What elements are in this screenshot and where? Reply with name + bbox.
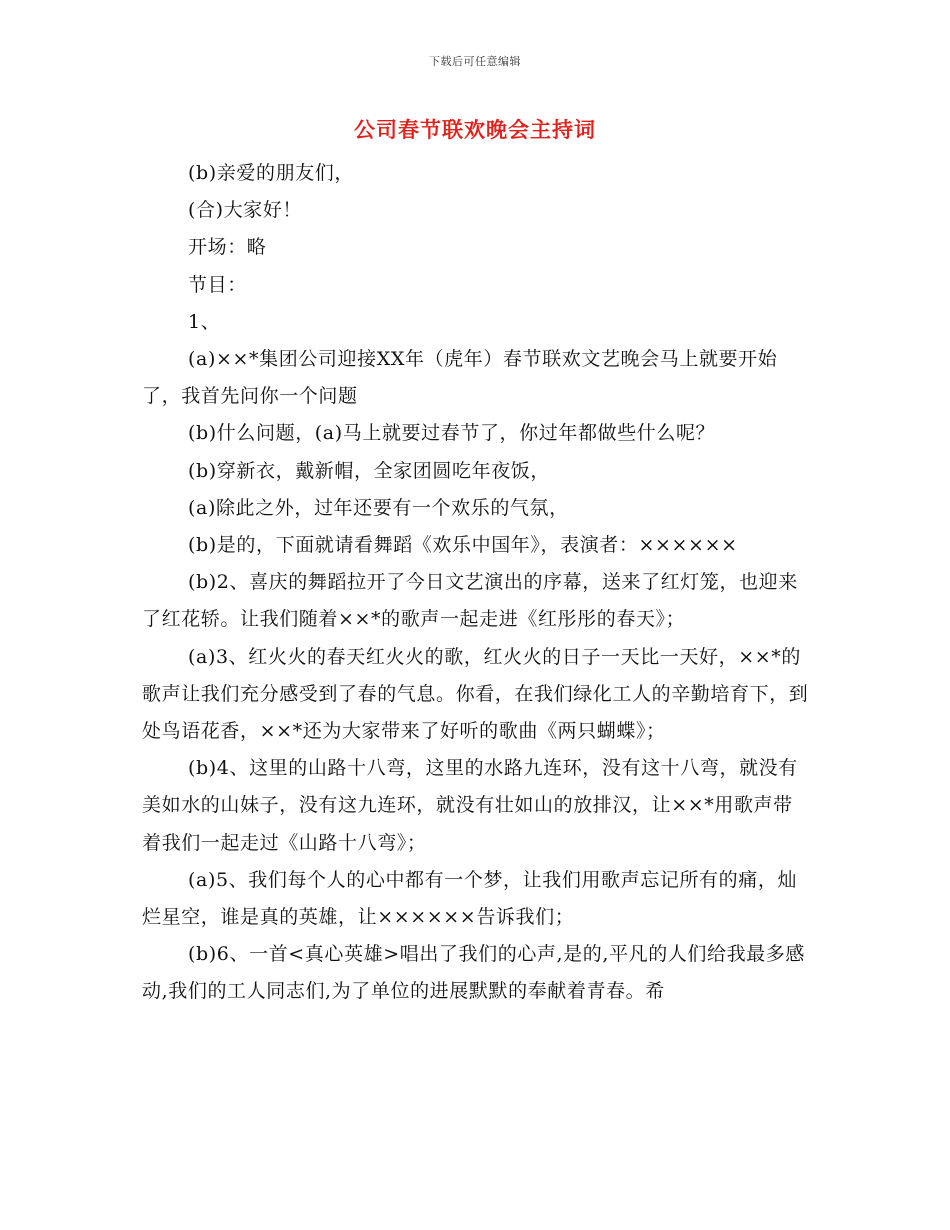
paragraph: (合)大家好！ <box>188 199 303 222</box>
paragraph: (a)3、红火火的春天红火火的歌，红火火的日子一天比一天好，××*的歌声让我们充分感受到了春的气息。你看，在我们绿化工人的辛勤培育下，到处鸟语花香，××*还为大家带来了好听的歌曲《两只蝴蝶》； <box>142 645 809 743</box>
paragraph: 节目： <box>188 273 247 296</box>
paragraph: (a)5、我们每个人的心中都有一个梦，让我们用歌声忘记所有的痛，灿烂星空，谁是真的英雄，让××××××告诉我们； <box>142 868 798 929</box>
document-title: 公司春节联欢晚会主持词 <box>354 117 596 142</box>
paragraph: (b)亲爱的朋友们， <box>188 162 354 184</box>
paragraph: (b)是的，下面就请看舞蹈《欢乐中国年》，表演者：×××××× <box>188 534 738 557</box>
document-body <box>142 155 810 1011</box>
paragraph: (a)××*集团公司迎接XX年（虎年）春节联欢文艺晚会马上就要开始了，我首先问你一个问题 <box>142 348 778 408</box>
paragraph: (b)穿新衣，戴新帽，全家团圆吃年夜饭， <box>188 459 550 482</box>
page-header-note: 下载后可任意编辑 <box>429 55 521 68</box>
paragraph: 1、 <box>188 310 221 333</box>
paragraph: (b)4、这里的山路十八弯，这里的水路九连环，没有这十八弯，就没有美如水的山妹子，没有这九连环，就没有壮如山的放排汉，让××*用歌声带着我们一起走过《山路十八弯》； <box>142 757 798 854</box>
paragraph: (b)什么问题，(a)马上就要过春节了，你过年都做些什么呢？ <box>188 422 716 445</box>
paragraph: (b)6、一首<真心英雄>唱出了我们的心声,是的,平凡的人们给我最多感动,我们的工人同志们,为了单位的进展默默的奉献着青春。希 <box>142 943 805 1003</box>
paragraph: 开场：略 <box>188 236 267 259</box>
paragraph: (a)除此之外，过年还要有一个欢乐的气氛， <box>188 496 569 519</box>
paragraph: (b)2、喜庆的舞蹈拉开了今日文艺演出的序幕，送来了红灯笼，也迎来了红花轿。让我们随着××*的歌声一起走进《红彤彤的春天》； <box>142 571 798 631</box>
